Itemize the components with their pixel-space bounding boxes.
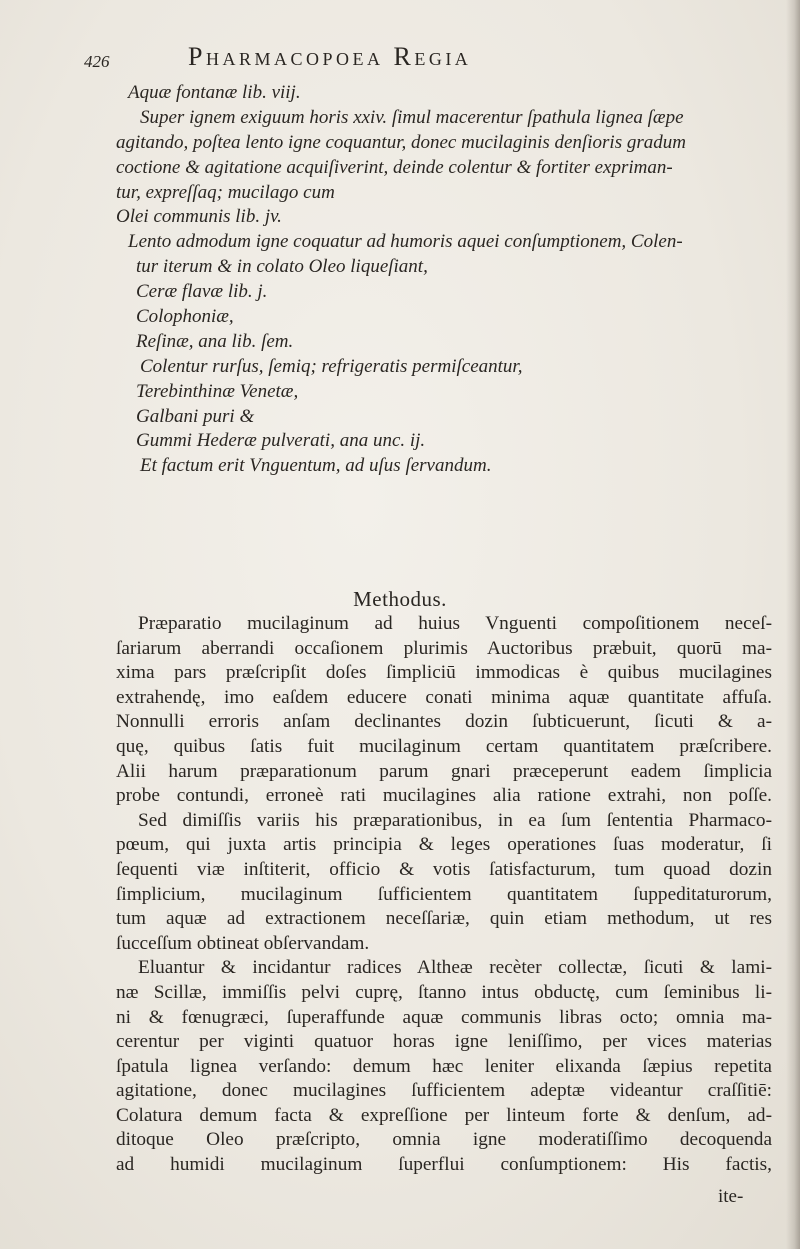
recipe-line: Galbani puri & (136, 405, 255, 427)
catchword: ite- (718, 1186, 744, 1207)
body-line: ni & fœnugræci, ſuperaffunde aquæ communis libras octo; omnia ma- (116, 1006, 772, 1028)
body-line: extrahendę, imo eaſdem educere conati minima aquæ quantitate affuſa. (116, 686, 772, 708)
body-line: ſimplicium, mucilaginum ſufficientem quantitatem ſuppeditaturorum, (116, 883, 772, 905)
recipe-line: Olei communis lib. jv. (116, 206, 282, 228)
recipe-line: Gummi Hederæ pulverati, ana unc. ij. (136, 430, 426, 452)
body-line: Nonnulli erroris anſam declinantes dozin ſubticuerunt, ſicuti & a- (116, 711, 772, 733)
body-line: ſariarum aberrandi occaſionem plurimis Auctoribus præbuit, quorū ma- (116, 637, 772, 659)
recipe-line: Ceræ flavæ lib. j. (136, 281, 268, 303)
recipe-line: tur, expreſſaq; mucilago cum (116, 181, 335, 203)
body-line: tum aquæ ad extractionem neceſſariæ, quin etiam methodum, ut res (116, 908, 772, 930)
body-line: ditoque Oleo præſcripto, omnia igne moderatiſſimo decoquenda (116, 1129, 772, 1151)
body-line: ſucceſſum obtineat obſervandam. (116, 932, 370, 954)
body-line: Alii harum præparationum parum gnari præceperunt eadem ſimplicia (116, 760, 772, 782)
recipe-line: Et factum erit Vnguentum, ad uſus ſervandum. (140, 455, 492, 477)
body-line: næ Scillæ, immiſſis pelvi cuprę, ſtanno intus obductę, cum ſeminibus li- (116, 981, 772, 1003)
body-line: quę, quibus ſatis fuit mucilaginum certam quantitatem præſcribere. (116, 735, 772, 757)
recipe-line: tur iterum & in colato Oleo liqueſiant, (136, 256, 428, 278)
section-heading: Methodus. (353, 587, 447, 611)
recipe-line: Reſinæ, ana lib. ſem. (136, 330, 294, 352)
recipe-line: agitando, poſtea lento igne coquantur, donec mucilaginis denſioris gradum (116, 131, 686, 153)
body-line: Præparatio mucilaginum ad huius Vnguenti compoſitionem neceſ- (138, 613, 772, 634)
body-line: Colatura demum facta & expreſſione per linteum forte & denſum, ad- (116, 1104, 772, 1126)
body-line: ſequenti viæ inſtiterit, officio & votis ſatisfacturum, tum quoad dozin (116, 858, 772, 880)
body-line: Sed dimiſſis variis his præparationibus, in ea ſum ſententia Pharmaco- (138, 809, 772, 831)
body-line: probe contundi, erroneè rati mucilagines alia ratione extrahi, non poſſe. (116, 785, 772, 807)
running-title: Pharmacopoea Regia (188, 42, 472, 71)
body-line: pœum, qui juxta artis principia & leges operationes ſuas moderatur, ſi (116, 834, 772, 856)
body-line: xima pars præſcripſit doſes ſimpliciū immodicas è quibus mucilagines (116, 662, 772, 684)
recipe-line: Aquæ fontanæ lib. viij. (128, 82, 301, 103)
body-line: agitatione, donec mucilagines ſufficientem adeptæ videantur craſſitiē: (116, 1080, 772, 1102)
recipe-line: Super ignem exiguum horis xxiv. ſimul macerentur ſpathula lignea ſæpe (140, 106, 684, 128)
body-line: Eluantur & incidantur radices Altheæ recèter collectæ, ſicuti & lami- (138, 957, 772, 979)
recipe-line: Colophoniæ, (136, 306, 234, 328)
body-line: ad humidi mucilaginum ſuperflui conſumptionem: His factis, (116, 1154, 772, 1176)
body-line: cerentur per viginti quatuor horas igne leniſſimo, per vices materias (116, 1031, 772, 1053)
recipe-block (116, 81, 796, 479)
body-line: ſpatula lignea verſando: demum hæc leniter elixanda ſæpius repetita (116, 1055, 772, 1077)
recipe-line: Lento admodum igne coquatur ad humoris aquei conſumptionem, Colen- (128, 231, 683, 253)
page-number: 426 (84, 52, 110, 71)
page-header (84, 40, 724, 80)
recipe-line: coctione & agitatione acquiſiverint, deinde colentur & fortiter expriman- (116, 156, 673, 178)
body-paragraphs (116, 612, 772, 1178)
recipe-line: Terebinthinæ Venetæ, (136, 380, 299, 402)
recipe-line: Colentur rurſus, ſemiq; refrigeratis permiſceantur, (140, 355, 523, 377)
